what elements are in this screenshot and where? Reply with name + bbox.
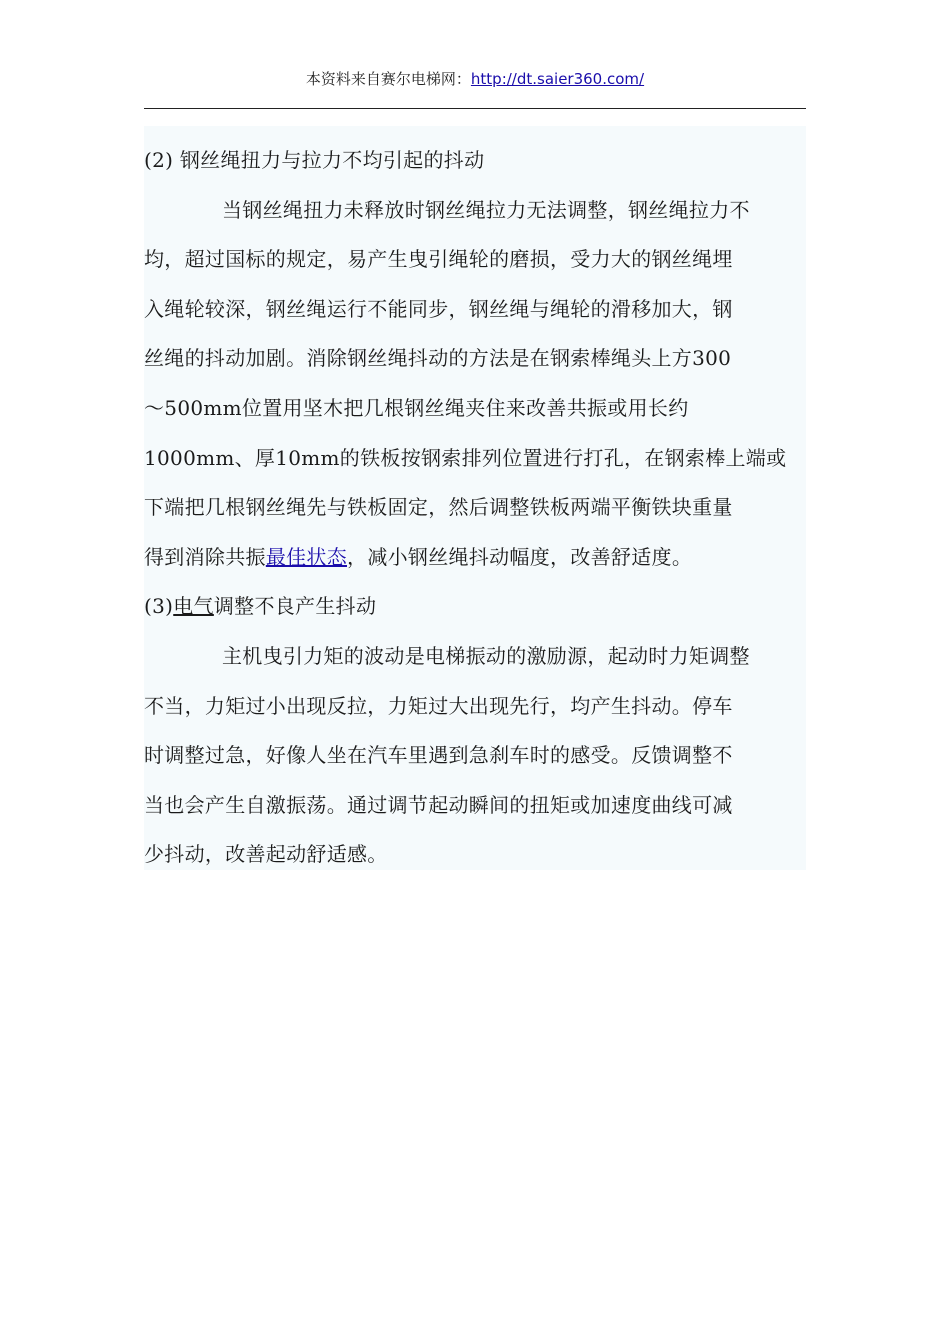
paragraph-line: 不当，力矩过小出现反拉，力矩过大出现先行，均产生抖动。停车 [144,693,733,718]
paragraph-line: 主机曳引力矩的波动是电梯振动的激励源，起动时力矩调整 [222,643,750,668]
electrical-underlined-term: 电气 [173,594,214,619]
paragraph-line: 当钢丝绳扭力未释放时钢丝绳拉力无法调整，钢丝绳拉力不 [222,197,750,222]
section-3-number: (3) [144,594,174,619]
paragraph-line: 1000mm、厚10mm的铁板按钢索排列位置进行打孔，在钢索棒上端或 [144,445,787,470]
paragraph-line: ～500mm位置用坚木把几根钢丝绳夹住来改善共振或用长约 [144,395,689,420]
paragraph-line: 均，超过国标的规定，易产生曳引绳轮的磨损，受力大的钢丝绳埋 [144,247,733,272]
paragraph-line: 时调整过急，好像人坐在汽车里遇到急刹车时的感受。反馈调整不 [144,743,733,768]
page-header [0,68,950,89]
section-2-heading: (2) 钢丝绳扭力与拉力不均引起的抖动 [144,148,485,172]
paragraph-text: 得到消除共振 [144,544,266,569]
section-3-heading [144,582,806,632]
paragraph-line: 当也会产生自激振荡。通过调节起动瞬间的扭矩或加速度曲线可减 [144,792,733,817]
best-state-link[interactable]: 最佳状态 [265,544,348,569]
paragraph-line: 丝绳的抖动加剧。消除钢丝绳抖动的方法是在钢索棒绳头上方300 [144,346,732,371]
header-source-link[interactable]: http://dt.saier360.com/ [470,70,645,88]
document-body [144,126,806,870]
header-source-text: 本资料来自赛尔电梯网： [305,70,471,88]
paragraph-line: 入绳轮较深，钢丝绳运行不能同步，钢丝绳与绳轮的滑移加大，钢 [144,296,733,321]
section-3-title-text: 调整不良产生抖动 [213,594,377,619]
paragraph-text: ，减小钢丝绳抖动幅度，改善舒适度。 [347,544,693,569]
paragraph-line [144,533,806,583]
paragraph-line: 下端把几根钢丝绳先与铁板固定，然后调整铁板两端平衡铁块重量 [144,495,733,520]
paragraph-line: 少抖动，改善起动舒适感。 [144,842,388,867]
header-divider [144,108,806,109]
